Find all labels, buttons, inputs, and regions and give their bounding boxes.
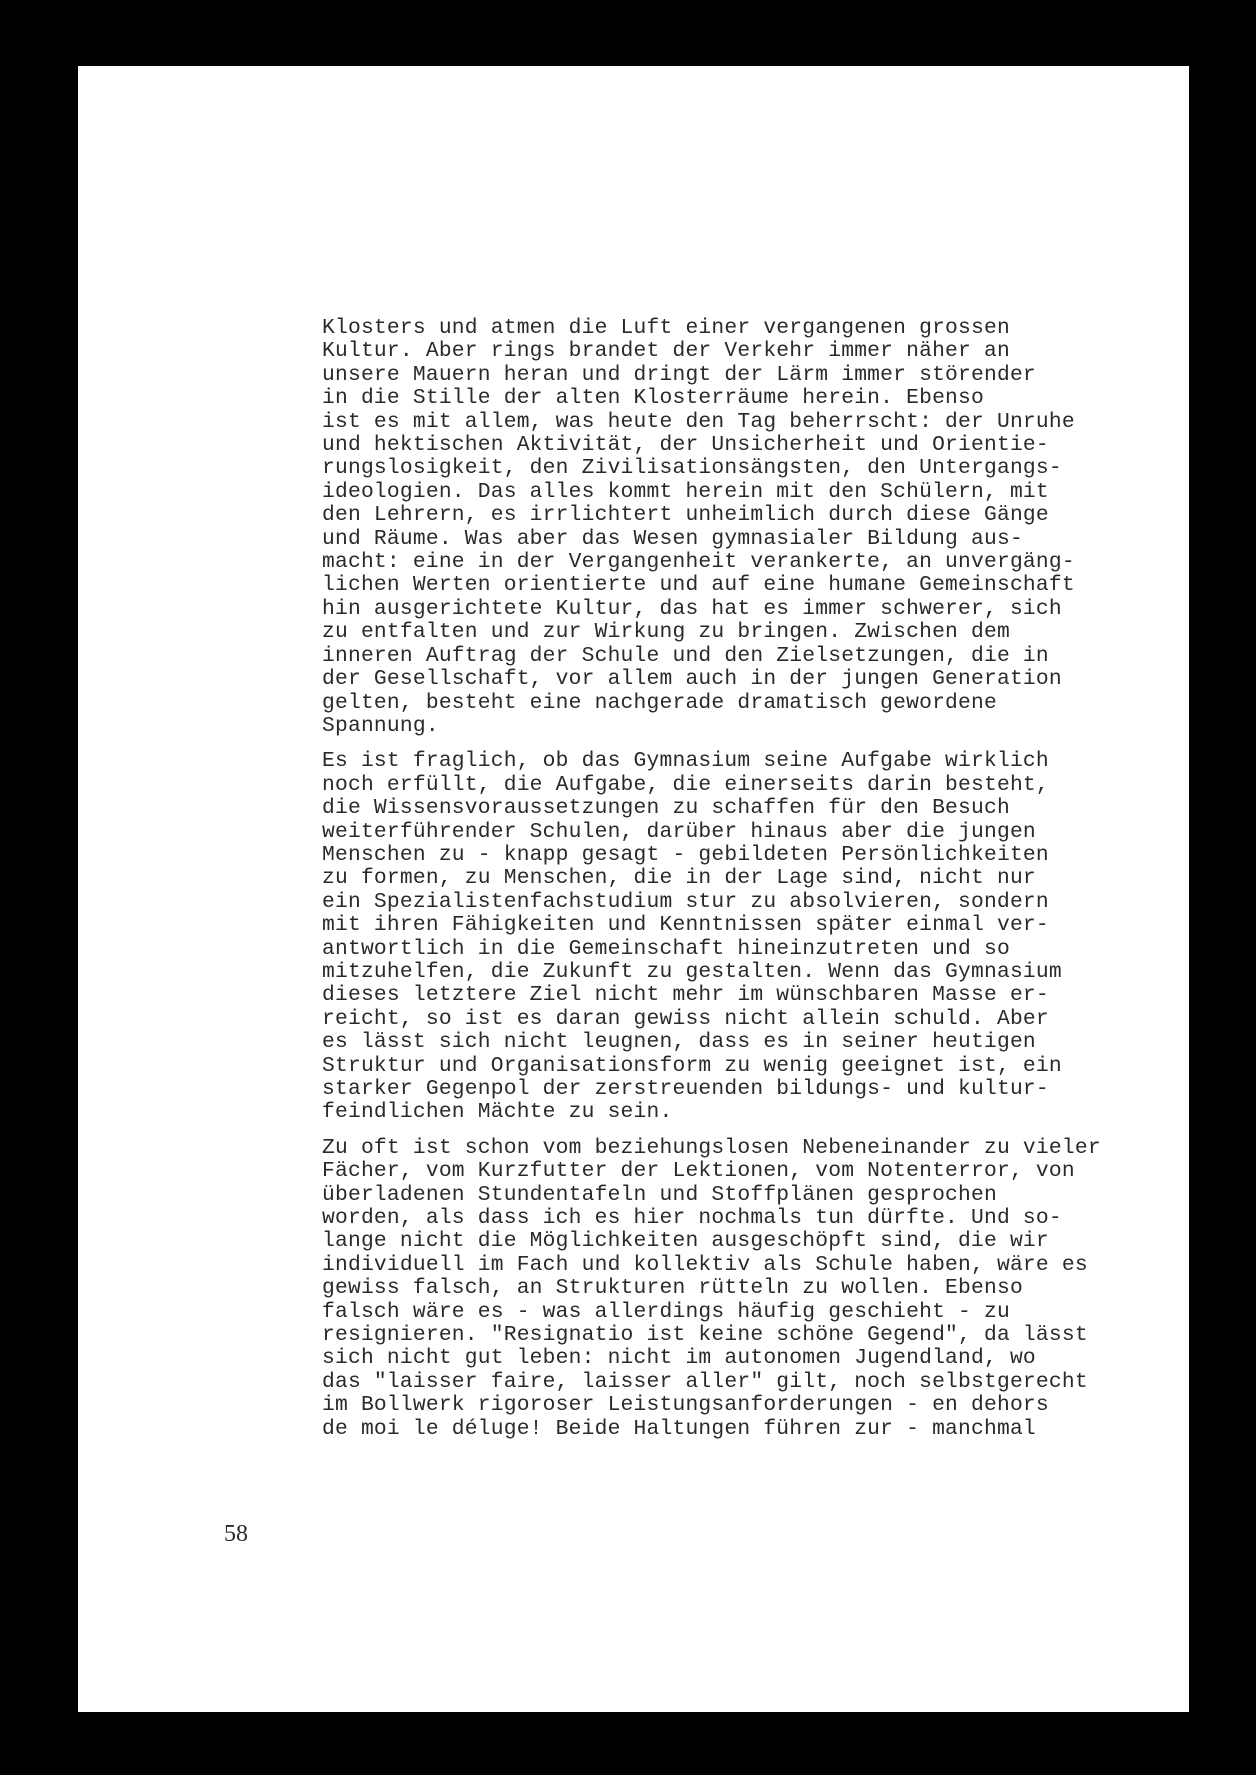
text-line: rungslosigkeit, den Zivilisationsängsten, den Untergangs-: [322, 456, 1062, 481]
text-line: de moi le déluge! Beide Haltungen führen zur - manchmal: [322, 1416, 1036, 1441]
text-line: worden, als dass ich es hier nochmals tun dürfte. Und so-: [322, 1206, 1062, 1231]
body-text: [322, 317, 1252, 1441]
text-line: unsere Mauern heran und dringt der Lärm immer störender: [322, 362, 1036, 387]
text-line: noch erfüllt, die Aufgabe, die einerseits darin besteht,: [322, 772, 1049, 797]
text-line: reicht, so ist es daran gewiss nicht allein schuld. Aber: [322, 1006, 1049, 1031]
text-line: ist es mit allem, was heute den Tag beherrscht: der Unruhe: [322, 409, 1075, 434]
page-number: 58: [224, 1521, 248, 1547]
text-line: und Räume. Was aber das Wesen gymnasialer Bildung aus-: [322, 526, 1023, 551]
text-line: feindlichen Mächte zu sein.: [322, 1100, 673, 1125]
text-line: ideologien. Das alles kommt herein mit den Schülern, mit: [322, 479, 1049, 504]
text-line: im Bollwerk rigoroser Leistungsanforderungen - en dehors: [322, 1393, 1049, 1418]
text-line: lichen Werten orientierte und auf eine humane Gemeinschaft: [322, 573, 1075, 598]
text-line: und hektischen Aktivität, der Unsicherheit und Orientie-: [322, 433, 1049, 458]
text-line: weiterführender Schulen, darüber hinaus aber die jungen: [322, 819, 1036, 844]
text-line: mit ihren Fähigkeiten und Kenntnissen später einmal ver-: [322, 913, 1049, 938]
text-line: macht: eine in der Vergangenheit verankerte, an unvergäng-: [322, 550, 1075, 575]
text-line: falsch wäre es - was allerdings häufig geschieht - zu: [322, 1299, 1010, 1324]
text-line: dieses letztere Ziel nicht mehr im wünschbaren Masse er-: [322, 983, 1049, 1008]
text-line: mitzuhelfen, die Zukunft zu gestalten. Wenn das Gymnasium: [322, 959, 1062, 984]
paragraph: [322, 317, 1252, 738]
text-line: in die Stille der alten Klosterräume herein. Ebenso: [322, 386, 984, 411]
text-line: Spannung.: [322, 713, 439, 738]
document-page: [78, 66, 1189, 1712]
text-line: Fächer, vom Kurzfutter der Lektionen, vom Notenterror, von: [322, 1159, 1075, 1184]
text-line: der Gesellschaft, vor allem auch in der jungen Generation: [322, 667, 1062, 692]
text-line: individuell im Fach und kollektiv als Schule haben, wäre es: [322, 1252, 1088, 1277]
text-line: überladenen Stundentafeln und Stoffplänen gesprochen: [322, 1182, 997, 1207]
text-line: Kultur. Aber rings brandet der Verkehr immer näher an: [322, 339, 1010, 364]
paragraph: [322, 1137, 1252, 1441]
text-line: inneren Auftrag der Schule und den Zielsetzungen, die in: [322, 643, 1049, 668]
text-line: Es ist fraglich, ob das Gymnasium seine Aufgabe wirklich: [322, 749, 1049, 774]
text-line: Klosters und atmen die Luft einer vergangenen grossen: [322, 316, 1010, 340]
text-line: zu entfalten und zur Wirkung zu bringen. Zwischen dem: [322, 620, 1010, 645]
text-line: resignieren. "Resignatio ist keine schöne Gegend", da lässt: [322, 1323, 1088, 1348]
text-line: Zu oft ist schon vom beziehungslosen Nebeneinander zu vieler: [322, 1135, 1101, 1160]
paragraph: [322, 750, 1252, 1125]
text-line: gewiss falsch, an Strukturen rütteln zu wollen. Ebenso: [322, 1276, 1023, 1301]
text-line: den Lehrern, es irrlichtert unheimlich durch diese Gänge: [322, 503, 1049, 528]
text-line: starker Gegenpol der zerstreuenden bildungs- und kultur-: [322, 1077, 1049, 1101]
text-line: hin ausgerichtete Kultur, das hat es immer schwerer, sich: [322, 596, 1062, 621]
text-line: es lässt sich nicht leugnen, dass es in seiner heutigen: [322, 1030, 1036, 1055]
text-line: das "laisser faire, laisser aller" gilt, noch selbstgerecht: [322, 1369, 1088, 1394]
text-line: lange nicht die Möglichkeiten ausgeschöpft sind, die wir: [322, 1229, 1049, 1254]
text-line: ein Spezialistenfachstudium stur zu absolvieren, sondern: [322, 889, 1049, 914]
text-line: antwortlich in die Gemeinschaft hineinzutreten und so: [322, 936, 1010, 961]
text-line: sich nicht gut leben: nicht im autonomen Jugendland, wo: [322, 1346, 1036, 1371]
text-line: die Wissensvoraussetzungen zu schaffen für den Besuch: [322, 796, 1010, 821]
text-line: Struktur und Organisationsform zu wenig geeignet ist, ein: [322, 1053, 1062, 1078]
text-line: gelten, besteht eine nachgerade dramatisch gewordene: [322, 690, 997, 715]
text-line: Menschen zu - knapp gesagt - gebildeten Persönlichkeiten: [322, 842, 1049, 867]
text-line: zu formen, zu Menschen, die in der Lage sind, nicht nur: [322, 866, 1036, 891]
